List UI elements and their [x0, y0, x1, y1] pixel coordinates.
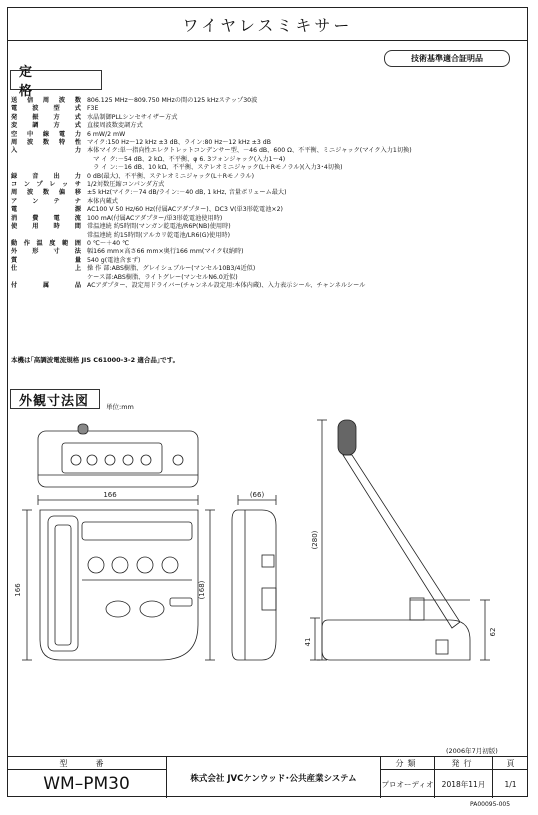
spec-row: [11, 114, 516, 122]
model-header: 型 番: [7, 757, 167, 770]
page-header: 頁: [493, 757, 528, 770]
spec-row: [11, 282, 516, 290]
dimension-heading: 外観寸法図: [10, 389, 100, 409]
spec-value: 常温連続 約15時間(アルカリ乾電池/LR6(G)使用時): [87, 231, 230, 239]
spec-label: 周 波 数 特 性: [11, 139, 81, 147]
spec-value: 100 mA(付属ACアダプター/単3形乾電池使用時): [87, 214, 223, 222]
spec-label: 消 費 電 流: [11, 214, 81, 222]
spec-value: 本体マイク:単一指向性エレクトレットコンデンサー型、－46 dB、600 Ω、不平衡、ミニジャック(マイク入力1切換): [87, 147, 412, 155]
spec-value: ±5 kHz(マイク:－74 dB/ライン:－40 dB, 1 kHz, 音量ボリューム最大): [87, 189, 287, 197]
spec-row: [11, 122, 516, 130]
spec-label: 電 源: [11, 206, 81, 214]
spec-label: 使 用 時 間: [11, 223, 81, 231]
spec-label: 送 信 周 波 数: [11, 97, 81, 104]
spec-table: [11, 97, 516, 290]
dim-side-height: (168): [198, 580, 206, 600]
spec-value: 水晶制御PLLシンセサイザー方式: [87, 113, 178, 121]
spec-row: [11, 156, 516, 164]
page-value: 1/1: [504, 779, 517, 789]
spec-label: 録 音 出 力: [11, 172, 81, 180]
spec-value: F3E: [87, 105, 99, 113]
spec-label: 発 振 方 式: [11, 113, 81, 121]
spec-value: ラ イ ン:－16 dB、10 kΩ、不平衡、ステレオミニジャック(L＋Rモノラル)(入力3･4切換): [87, 164, 343, 172]
company-name: 株式会社 JVCケンウッド･公共産業システム: [167, 757, 381, 798]
spec-row: [11, 215, 516, 223]
compliance-note: 本機は｢高調波電流規格 JIS C61000-3-2 適合品｣です。: [11, 356, 180, 364]
spec-label: 付 属 品: [11, 281, 81, 289]
spec-value: 806.125 MHz～809.750 MHzの間の125 kHzステップ30波: [87, 97, 258, 104]
spec-value: 幅166 mm×高さ66 mm×奥行166 mm(マイク収納時): [87, 248, 244, 256]
certification-badge: 技術基準適合証明品: [384, 50, 510, 67]
spec-row: [11, 274, 516, 282]
spec-label: 周 波 数 偏 移: [11, 189, 81, 197]
class-value: プロオーディオ: [381, 770, 435, 798]
spec-value: マイク:150 Hz～12 kHz ±3 dB、ライン:80 Hz～12 kHz ±3 dB: [87, 139, 271, 147]
spec-value: 540 g(電池含まず): [87, 256, 141, 264]
class-header: 分類: [381, 757, 435, 770]
spec-row: [11, 131, 516, 139]
spec-label: 外 形 寸 法: [11, 248, 81, 256]
spec-label: 動 作 温 度 範 囲: [11, 239, 81, 247]
spec-label: [11, 274, 87, 282]
dim-side-width: (66): [249, 491, 265, 499]
unit-label: 単位:mm: [106, 403, 134, 411]
dim-total-height: (280): [311, 530, 319, 550]
spec-row: [11, 232, 516, 240]
spec-value: 本体内蔵式: [87, 197, 118, 205]
spec-label: 空 中 線 電 力: [11, 130, 81, 138]
spec-value: 6 mW/2 mW: [87, 130, 126, 138]
spec-label: 仕 上: [11, 265, 81, 273]
dim-width: 166: [103, 491, 117, 499]
spec-value: 直接周波数変調方式: [87, 122, 143, 130]
spec-value: 0 ℃～＋40 ℃: [87, 239, 130, 247]
spec-label: ア ン テ ナ: [11, 197, 81, 205]
spec-value: ACアダプター、設定用ドライバー(チャンネル設定用:本体内蔵)、入力表示シール、チャンネルシール: [87, 281, 366, 289]
spec-row: [11, 189, 516, 197]
spec-label: [11, 156, 87, 164]
dim-base-height: 41: [304, 637, 312, 647]
spec-label: [11, 164, 87, 172]
document-title: ワイヤレスミキサー: [8, 8, 527, 41]
spec-value: 常温連続 約5時間(マンガン乾電池/R6P(NB)使用時): [87, 223, 231, 231]
document-number: PA00095-005: [470, 801, 511, 808]
spec-row: [11, 257, 516, 265]
spec-value: 操 作 部:ABS樹脂、グレイシュブルー(マンセル10B3/4近似): [87, 265, 256, 273]
dim-right-height: 62: [489, 627, 497, 637]
spec-heading: 定 格: [10, 70, 102, 90]
issue-value: 2018年11月: [435, 770, 493, 798]
spec-value: 1/2対数圧縮コンパンダ方式: [87, 181, 165, 189]
spec-value: 0 dB(最大)、不平衡、ステレオミニジャック(L＋Rモノラル): [87, 172, 254, 180]
spec-row: [11, 265, 516, 273]
spec-label: 変 調 方 式: [11, 122, 81, 130]
edition-date: (2006年7月初版): [446, 747, 498, 755]
spec-row: [11, 223, 516, 231]
spec-row: [11, 164, 516, 172]
spec-row: [11, 248, 516, 256]
spec-row: [11, 173, 516, 181]
spec-label: 質 量: [11, 256, 81, 264]
spec-row: [11, 147, 516, 155]
dim-depth: 166: [14, 583, 22, 597]
spec-label: [11, 232, 87, 240]
spec-row: [11, 206, 516, 214]
spec-value: ケース部:ABS樹脂、ライトグレー(マンセルN6.0近似): [87, 273, 238, 281]
spec-row: [11, 105, 516, 113]
spec-row: [11, 97, 516, 105]
spec-label: 入 力: [11, 147, 81, 155]
spec-value: AC100 V 50 Hz/60 Hz(付属ACアダプター)、DC3 V(単3形乾電池×2): [87, 206, 283, 214]
model-number: WM–PM30: [7, 770, 167, 798]
footer-table: [7, 756, 528, 797]
spec-label: コ ン プ レ ッ サ: [11, 181, 81, 189]
issue-header: 発行: [435, 757, 493, 770]
spec-label: 電 波 型 式: [11, 105, 81, 113]
spec-value: マ イ ク:－54 dB、2 kΩ、不平衡、φ 6. 3フォンジャック(入力1～4): [87, 155, 286, 163]
